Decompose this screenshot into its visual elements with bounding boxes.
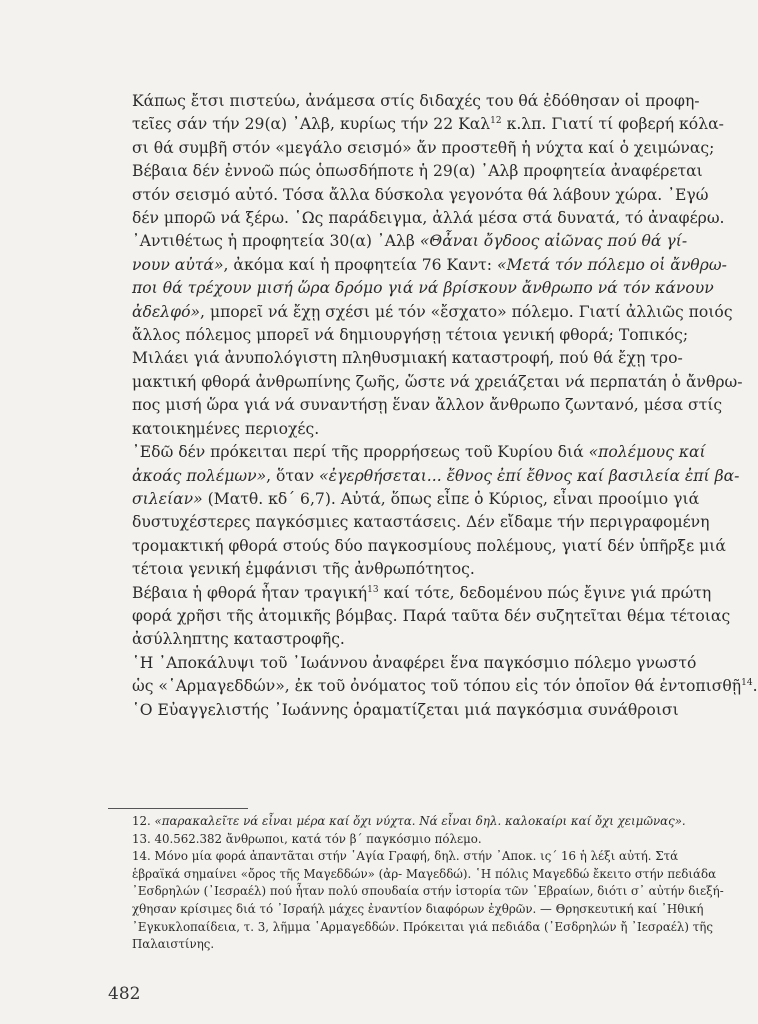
paragraph-4 [108, 441, 740, 581]
text-line: ἀδελφό», μπορεῖ νά ἔχῃ σχέσι μέ τόν «ἔσχατο» πόλεμο. Γιατί ἀλλιῶς ποιός [132, 302, 733, 321]
text-line: Κάπως ἔτσι πιστεύω, ἀνάμεσα στίς διδαχές του θά ἐδόθησαν οἱ προφη- [132, 92, 700, 110]
text-line: ὡς «῾Αρμαγεδδών», ἐκ τοῦ ὀνόματος τοῦ τόπου εἰς τόν ὁποῖον θά ἐντοπισθῇ$^{14}$. [132, 677, 758, 696]
text-line: σιλείαν» (Ματθ. κδ΄ 6,7). Αὐτά, ὅπως εἶπε ὁ Κύριος, εἶναι προοίμιο γιά [132, 489, 700, 508]
footnote-13: 13. 40.562.382 ἄνθρωποι, κατά τόν β΄ παγκόσμιο πόλεμο. [132, 831, 482, 846]
text-line: ἀκοάς πολέμων», ὅταν «ἐγερθήσεται... ἔθνος ἐπί ἔθνος καί βασιλεία ἐπί βα- [132, 466, 740, 485]
text-line: ἄλλος πόλεμος μπορεῖ νά δημιουργήσῃ τέτοια γενική φθορά; Τοπικός; [132, 326, 689, 345]
main-text [108, 90, 758, 722]
text-line: νουν αὐτά», ἀκόμα καί ἡ προφητεία 76 Καντ: «Μετά τόν πόλεμο οἱ ἄνθρω- [132, 255, 727, 274]
text-line: φορά χρῆσι τῆς ἀτομικῆς βόμβας. Παρά ταῦτα δέν συζητεῖται θέμα τέτοιας [132, 606, 731, 625]
footnote-divider [108, 808, 248, 809]
text-line: ῾Ο Εὐαγγελιστής ᾿Ιωάννης ὁραματίζεται μιά παγκόσμια συνάθροισι [132, 700, 679, 719]
text-line: δυστυχέστερες παγκόσμιες καταστάσεις. Δέν εἴδαμε τήν περιγραφομένη [132, 513, 710, 532]
text-line: Μιλάει γιά ἀνυπολόγιστη πληθυσμιακή καταστροφή, πού θά ἔχῃ τρο- [132, 349, 683, 368]
paragraph-3 [108, 347, 743, 441]
text-line: σι θά συμβῆ στόν «μεγάλο σεισμό» ἄν προστεθῆ ἡ νύχτα καί ὁ χειμώνας; [132, 138, 715, 157]
text-line: μακτική φθορά ἀνθρωπίνης ζωῆς, ὥστε νά χρειάζεται νά περπατάη ὁ ἄνθρω- [132, 372, 743, 391]
footnote-12: 12. «παρακαλεῖτε νά εἶναι μέρα καί ὄχι νύχτα. Νά εἶναι δηλ. καλοκαίρι καί ὄχι χειμῶνας». [132, 814, 686, 828]
paragraph-5 [108, 582, 731, 652]
text-line: τρομακτική φθορά στούς δύο παγκοσμίους πολέμους, γιατί δέν ὑπῆρξε μιά [132, 536, 726, 555]
text-line: στόν σεισμό αὐτό. Τόσα ἄλλα δύσκολα γεγονότα θά λάβουν χώρα. ᾿Εγώ [132, 185, 709, 204]
paragraph-6 [108, 652, 758, 699]
page-number: 482 [108, 984, 141, 1004]
paragraph-1 [108, 90, 725, 230]
text-line: ἀσύλληπτης καταστροφῆς. [132, 630, 345, 649]
text-line: ᾿Εδῶ δέν πρόκειται περί τῆς προρρήσεως τοῦ Κυρίου διά «πολέμους καί [132, 443, 706, 462]
footnote-ref[interactable]: 14 [741, 678, 753, 689]
text-line: ποι θά τρέχουν μισή ὥρα δρόμο γιά νά βρίσκουν ἄνθρωπο νά τόν κάνουν [132, 279, 714, 298]
footnote-14: 14. Μόνο μία φορά ἀπαντᾶται στήν ῾Αγία Γραφή, δηλ. στήν ᾿Αποκ. ις΄ 16 ἡ λέξι αὐτή. Στά ἑβραϊκά σημαίνει «ὄρος τῆς Μαγεδδών» (ἀρ- Μαγεδδώ). ῾Η πόλις Μαγεδδώ ἔκειτο στήν πεδιάδα ᾿Εσδρηλών (᾿Ιεσραέλ) πού ἦταν πολύ σπουδαία στήν ἱστορία τῶν ῾Εβραίων, διότι σ᾿ αὐτήν διεξή- χθησαν κρίσιμες διά τό ᾿Ισραήλ μάχες ἐναντίον διαφόρων ἐχθρῶν. — Θρησκευτική καί ᾿Ηθική ᾿Εγκυκλοπαίδεια, τ. 3, λῆμμα ῾Αρμαγεδδών. Πρόκειται γιά πεδιάδα (᾿Εσδρηλών ἤ ᾿Ιεσραέλ) τῆς Παλαιστίνης. [132, 849, 724, 952]
text-line: δέν μπορῶ νά ξέρω. ῾Ως παράδειγμα, ἀλλά μέσα στά δυνατά, τό ἀναφέρω. [132, 209, 725, 228]
footnote-ref[interactable]: 13 [367, 584, 379, 595]
paragraph-7 [108, 699, 678, 722]
footnote-ref[interactable]: 12 [490, 116, 502, 127]
text-line: Βέβαια ἡ φθορά ἦταν τραγική$^{13}$ καί τότε, δεδομένου πώς ἔγινε γιά πρώτη [132, 583, 712, 602]
text-line: ᾿Αντιθέτως ἡ προφητεία 30(α) ᾿Αλβ «Θἆναι ὄγδοος αἰῶνας πού θά γί- [132, 232, 688, 251]
text-line: ῾Η ᾿Αποκάλυψι τοῦ ᾿Ιωάννου ἀναφέρει ἕνα παγκόσμιο πόλεμο γνωστό [132, 653, 697, 672]
text-line: Βέβαια δέν ἐννοῶ πώς ὁπωσδήποτε ἡ 29(α) ᾿Αλβ προφητεία ἀναφέρεται [132, 162, 703, 181]
text-line: πος μισή ὥρα γιά νά συναντήσῃ ἕναν ἄλλον ἄνθρωπο ζωντανό, μέσα στίς [132, 396, 723, 415]
footnotes [108, 813, 724, 954]
text-line: τεῖες σάν τήν 29(α) ᾿Αλβ, κυρίως τήν 22 Καλ$^{12}$ κ.λπ. Γιατί τί φοβερή κόλα- [132, 115, 724, 134]
paragraph-2 [108, 230, 733, 347]
text-line: τέτοια γενική ἐμφάνισι τῆς ἀνθρωπότητος. [132, 560, 475, 579]
text-line: κατοικημένες περιοχές. [132, 419, 320, 438]
